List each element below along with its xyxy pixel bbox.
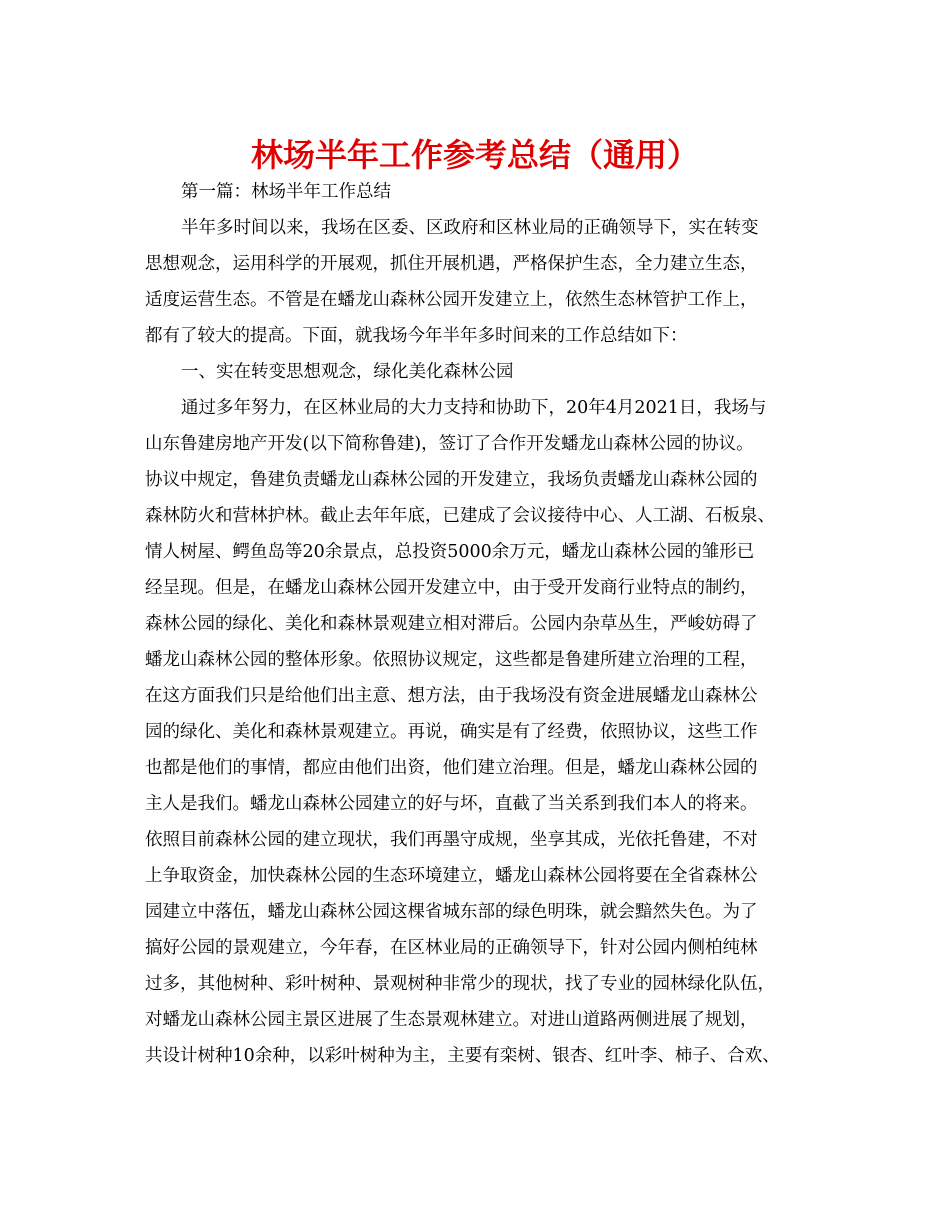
paragraph-line: 森林防火和营林护林。截止去年年底，已建成了会议接待中心、人工湖、石板泉、 [145, 506, 775, 526]
paragraph-line: 搞好公园的景观建立，今年春，在区林业局的正确领导下，针对公园内侧柏纯林 [145, 938, 758, 958]
paragraph-line: 思想观念，运用科学的开展观，抓住开展机遇，严格保护生态，全力建立生态， [145, 254, 758, 274]
paragraph-line: 都有了较大的提高。下面，就我场今年半年多时间来的工作总结如下： [145, 326, 688, 346]
paragraph-line: 在这方面我们只是给他们出主意、想方法，由于我场没有资金进展蟠龙山森林公 [145, 686, 758, 706]
section-heading-one: 一、实在转变思想观念，绿化美化森林公园 [181, 362, 514, 382]
paragraph-line: 园的绿化、美化和森林景观建立。再说，确实是有了经费，依照协议，这些工作 [145, 722, 758, 742]
paragraph-line: 经呈现。但是，在蟠龙山森林公园开发建立中，由于受开发商行业特点的制约， [145, 578, 758, 598]
paragraph-line: 森林公园的绿化、美化和森林景观建立相对滞后。公园内杂草丛生，严峻妨碍了 [145, 614, 758, 634]
document-title: 林场半年工作参考总结（通用） [250, 136, 699, 174]
paragraph-line: 山东鲁建房地产开发(以下简称鲁建)，签订了合作开发蟠龙山森林公园的协议。 [145, 434, 754, 454]
paragraph-line: 协议中规定，鲁建负责蟠龙山森林公园的开发建立，我场负责蟠龙山森林公园的 [145, 470, 758, 490]
paragraph-line: 适度运营生态。不管是在蟠龙山森林公园开发建立上，依然生态林管护工作上， [145, 290, 758, 310]
paragraph-line: 情人树屋、鳄鱼岛等20余景点，总投资5000余万元，蟠龙山森林公园的雏形已 [145, 542, 755, 562]
paragraph-line: 对蟠龙山森林公园主景区进展了生态景观林建立。对进山道路两侧进展了规划， [145, 1010, 758, 1030]
section-heading-part-one: 第一篇：林场半年工作总结 [181, 182, 391, 202]
paragraph-line: 蟠龙山森林公园的整体形象。依照协议规定，这些都是鲁建所建立治理的工程， [145, 650, 758, 670]
paragraph-line: 依照目前森林公园的建立现状，我们再墨守成规，坐享其成，光依托鲁建，不对 [145, 830, 758, 850]
paragraph-line: 半年多时间以来，我场在区委、区政府和区林业局的正确领导下，实在转变 [181, 218, 759, 238]
paragraph-line: 上争取资金，加快森林公园的生态环境建立，蟠龙山森林公园将要在全省森林公 [145, 866, 758, 886]
paragraph-line: 主人是我们。蟠龙山森林公园建立的好与坏，直截了当关系到我们本人的将来。 [145, 794, 758, 814]
paragraph-line: 共设计树种10余种，以彩叶树种为主，主要有栾树、银杏、红叶李、柿子、合欢、 [145, 1046, 780, 1066]
paragraph-line: 过多，其他树种、彩叶树种、景观树种非常少的现状，找了专业的园林绿化队伍， [145, 974, 775, 994]
paragraph-line: 也都是他们的事情，都应由他们出资，他们建立治理。但是，蟠龙山森林公园的 [145, 758, 758, 778]
paragraph-line: 通过多年努力，在区林业局的大力支持和协助下，20年4月2021日，我场与 [181, 398, 767, 418]
paragraph-line: 园建立中落伍，蟠龙山森林公园这棵省城东部的绿色明珠，就会黯然失色。为了 [145, 902, 758, 922]
